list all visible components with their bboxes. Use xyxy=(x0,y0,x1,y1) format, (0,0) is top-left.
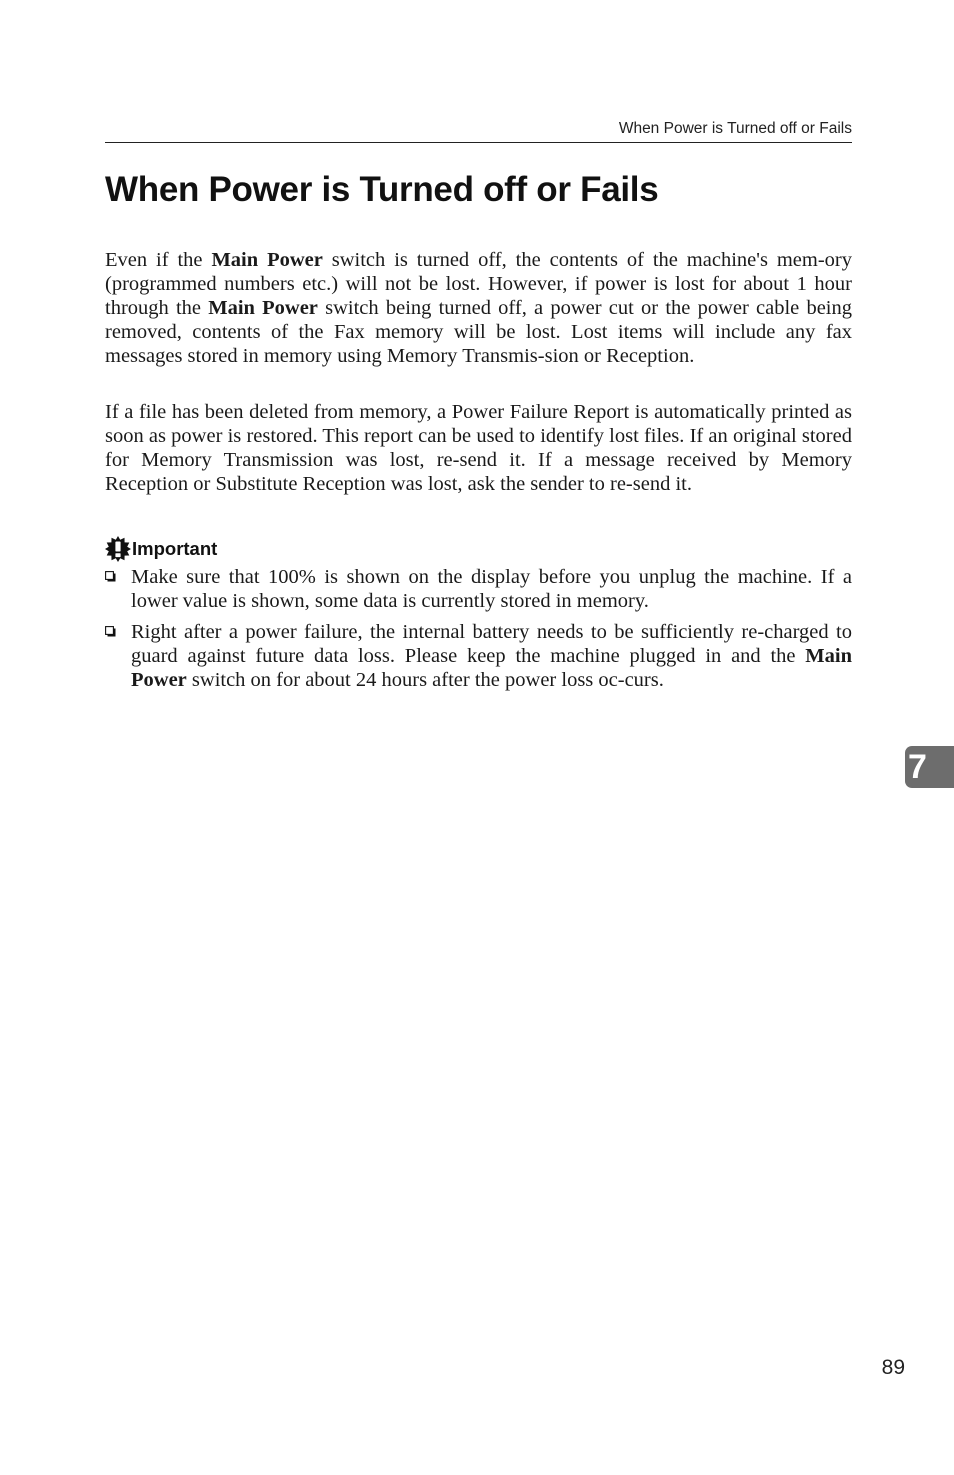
main-power-term: Main Power xyxy=(211,249,323,271)
body-paragraph-2 xyxy=(105,400,852,496)
header-rule xyxy=(105,142,852,143)
paragraph-text: Even if the xyxy=(105,249,212,271)
paragraph-text: switch being turned off, a power cut or the power cable being removed, contents of the Fax memory will be lost. Lost items will include any fax messages stored in memory using Memory Transmis-sion or Reception. xyxy=(105,297,852,367)
main-power-term: Main Power xyxy=(208,297,318,319)
running-header: When Power is Turned off or Fails xyxy=(618,120,852,137)
note-text-part: switch on for about 24 hours after the power loss oc-curs. xyxy=(186,669,664,691)
important-heading xyxy=(105,536,217,562)
important-note-item xyxy=(105,565,852,613)
body-paragraph-1 xyxy=(105,248,852,368)
note-text xyxy=(131,565,852,613)
chapter-tab: 7 xyxy=(905,746,954,788)
main-power-term: Main Power xyxy=(131,645,852,691)
important-icon xyxy=(105,536,131,562)
page-number: 89 xyxy=(881,1356,905,1379)
checkbox-bullet-icon xyxy=(105,571,116,582)
checkbox-bullet-icon xyxy=(105,626,116,637)
important-note-list-1 xyxy=(105,565,852,613)
paragraph-text: switch is turned off, the contents of the machine's mem-ory (programmed numbers etc.) will not be lost. However, if power is lost for about 1 hour through the xyxy=(105,249,852,319)
note-text-part: Make sure that 100% is shown on the display before you unplug the machine. If a lower value is shown, some data is currently stored in memory. xyxy=(131,566,852,612)
important-note-item xyxy=(105,620,852,692)
paragraph-text: If a file has been deleted from memory, a Power Failure Report is automatically printed as soon as power is restored. This report can be used to identify lost files. If an original stored for Memory Transmission was lost, re-send it. If a message received by Memory Reception or Substitute Reception was lost, ask the sender to re-send it. xyxy=(105,401,852,495)
note-text xyxy=(131,620,852,692)
important-note-list-2 xyxy=(105,620,852,692)
page-title: When Power is Turned off or Fails xyxy=(105,170,659,209)
important-heading-label: Important xyxy=(132,538,218,559)
note-text-part: Right after a power failure, the internal battery needs to be sufficiently re-charged to guard against future data loss. Please keep the machine plugged in and the xyxy=(131,621,852,667)
